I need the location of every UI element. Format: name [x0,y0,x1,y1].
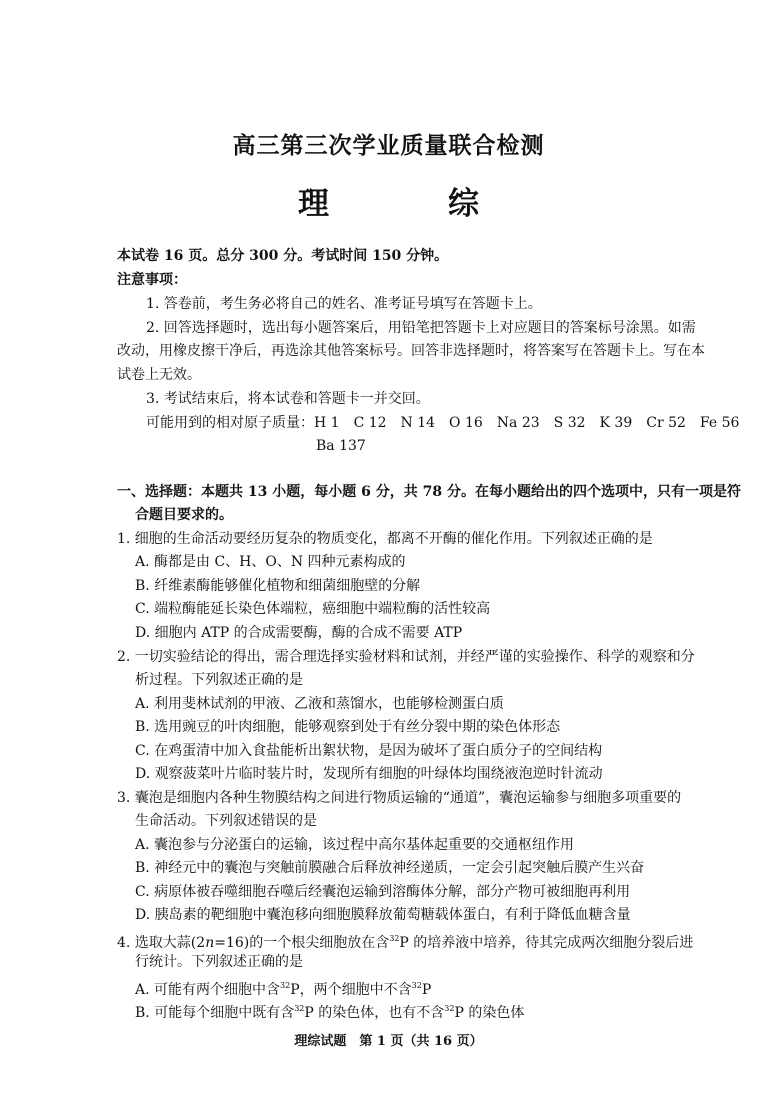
question-3-option-d: D. 胰岛素的靶细胞中囊泡移向细胞膜释放葡萄糖载体蛋白，有利于降低血糖含量 [135,907,631,923]
question-1-option-c: C. 端粒酶能延长染色体端粒，癌细胞中端粒酶的活性较高 [135,601,491,617]
section-1-heading-line-1: 一、选择题：本题共 13 小题，每小题 6 分，共 78 分。在每小题给出的四个选项中，只有一项是符 [117,484,741,500]
atomic-masses-line-2: Ba 137 [316,438,366,454]
question-2-option-a: A. 利用斐林试剂的甲液、乙液和蒸馏水，也能够检测蛋白质 [135,696,505,712]
question-4-stem-line-1: 4. 选取大蒜(2n=16)的一个根尖细胞放在含$^{32}$P 的培养液中培养，待其完成两次细胞分裂后进 [117,934,694,951]
subject-title: 理 综 [298,186,523,222]
question-3-stem-line-1: 3. 囊泡是细胞内各种生物膜结构之间进行物质运输的“通道”，囊泡运输参与细胞多项重要的 [117,790,682,806]
question-1-option-a: A. 酶都是由 C、H、O、N 四种元素构成的 [135,554,406,570]
page-footer: 理综试题 第 1 页（共 16 页） [294,1034,483,1049]
question-2-stem-line-2: 析过程。下列叙述正确的是 [135,672,303,688]
note-2-line-2: 改动，用橡皮擦干净后，再选涂其他答案标号。回答非选择题时，将答案写在答题卡上。写在本 [117,343,705,359]
note-2-line-1: 2. 回答选择题时，选出每小题答案后，用铅笔把答题卡上对应题目的答案标号涂黑。如需 [146,320,696,336]
question-3-option-a: A. 囊泡参与分泌蛋白的运输，该过程中高尔基体起重要的交通枢纽作用 [135,837,575,853]
exam-summary: 本试卷 16 页。总分 300 分。考试时间 150 分钟。 [117,248,449,264]
question-1-stem: 1. 细胞的生命活动要经历复杂的物质变化，都离不开酶的催化作用。下列叙述正确的是 [117,531,653,547]
question-4-option-a: A. 可能有两个细胞中含$^{32}$P，两个细胞中不含$^{32}$P [135,981,432,998]
question-3-option-b: B. 神经元中的囊泡与突触前膜融合后释放神经递质，一定会引起突触后膜产生兴奋 [135,860,645,876]
section-1-heading-line-2: 合题目要求的。 [135,507,233,523]
question-2-option-d: D. 观察菠菜叶片临时装片时，发现所有细胞的叶绿体均围绕液泡逆时针流动 [135,766,603,782]
notes-heading: 注意事项： [117,272,187,288]
note-2-line-3: 试卷上无效。 [117,367,201,383]
question-1-option-b: B. 纤维素酶能够催化植物和细菌细胞壁的分解 [135,578,421,594]
question-4-option-b: B. 可能每个细胞中既有含$^{32}$P 的染色体，也有不含$^{32}$P 的染色体 [135,1004,525,1021]
question-1-option-d: D. 细胞内 ATP 的合成需要酶，酶的合成不需要 ATP [135,625,463,641]
note-3: 3. 考试结束后，将本试卷和答题卡一并交回。 [146,391,430,407]
exam-title: 高三第三次学业质量联合检测 [232,132,545,159]
question-2-stem-line-1: 2. 一切实验结论的得出，需合理选择实验材料和试剂，并经严谨的实验操作、科学的观察和分 [117,649,695,665]
question-2-option-b: B. 选用豌豆的叶肉细胞，能够观察到处于有丝分裂中期的染色体形态 [135,719,561,735]
atomic-masses-line-1: 可能用到的相对原子质量：H 1 C 12 N 14 O 16 Na 23 S 32 K 39 Cr 52 Fe 56 [146,415,740,431]
question-3-option-c: C. 病原体被吞噬细胞吞噬后经囊泡运输到溶酶体分解，部分产物可被细胞再利用 [135,884,631,900]
question-4-stem-line-2: 行统计。下列叙述正确的是 [135,954,303,970]
note-1: 1. 答卷前，考生务必将自己的姓名、准考证号填写在答题卡上。 [146,296,542,312]
question-2-option-c: C. 在鸡蛋清中加入食盐能析出絮状物，是因为破坏了蛋白质分子的空间结构 [135,743,603,759]
question-3-stem-line-2: 生命活动。下列叙述错误的是 [135,813,317,829]
